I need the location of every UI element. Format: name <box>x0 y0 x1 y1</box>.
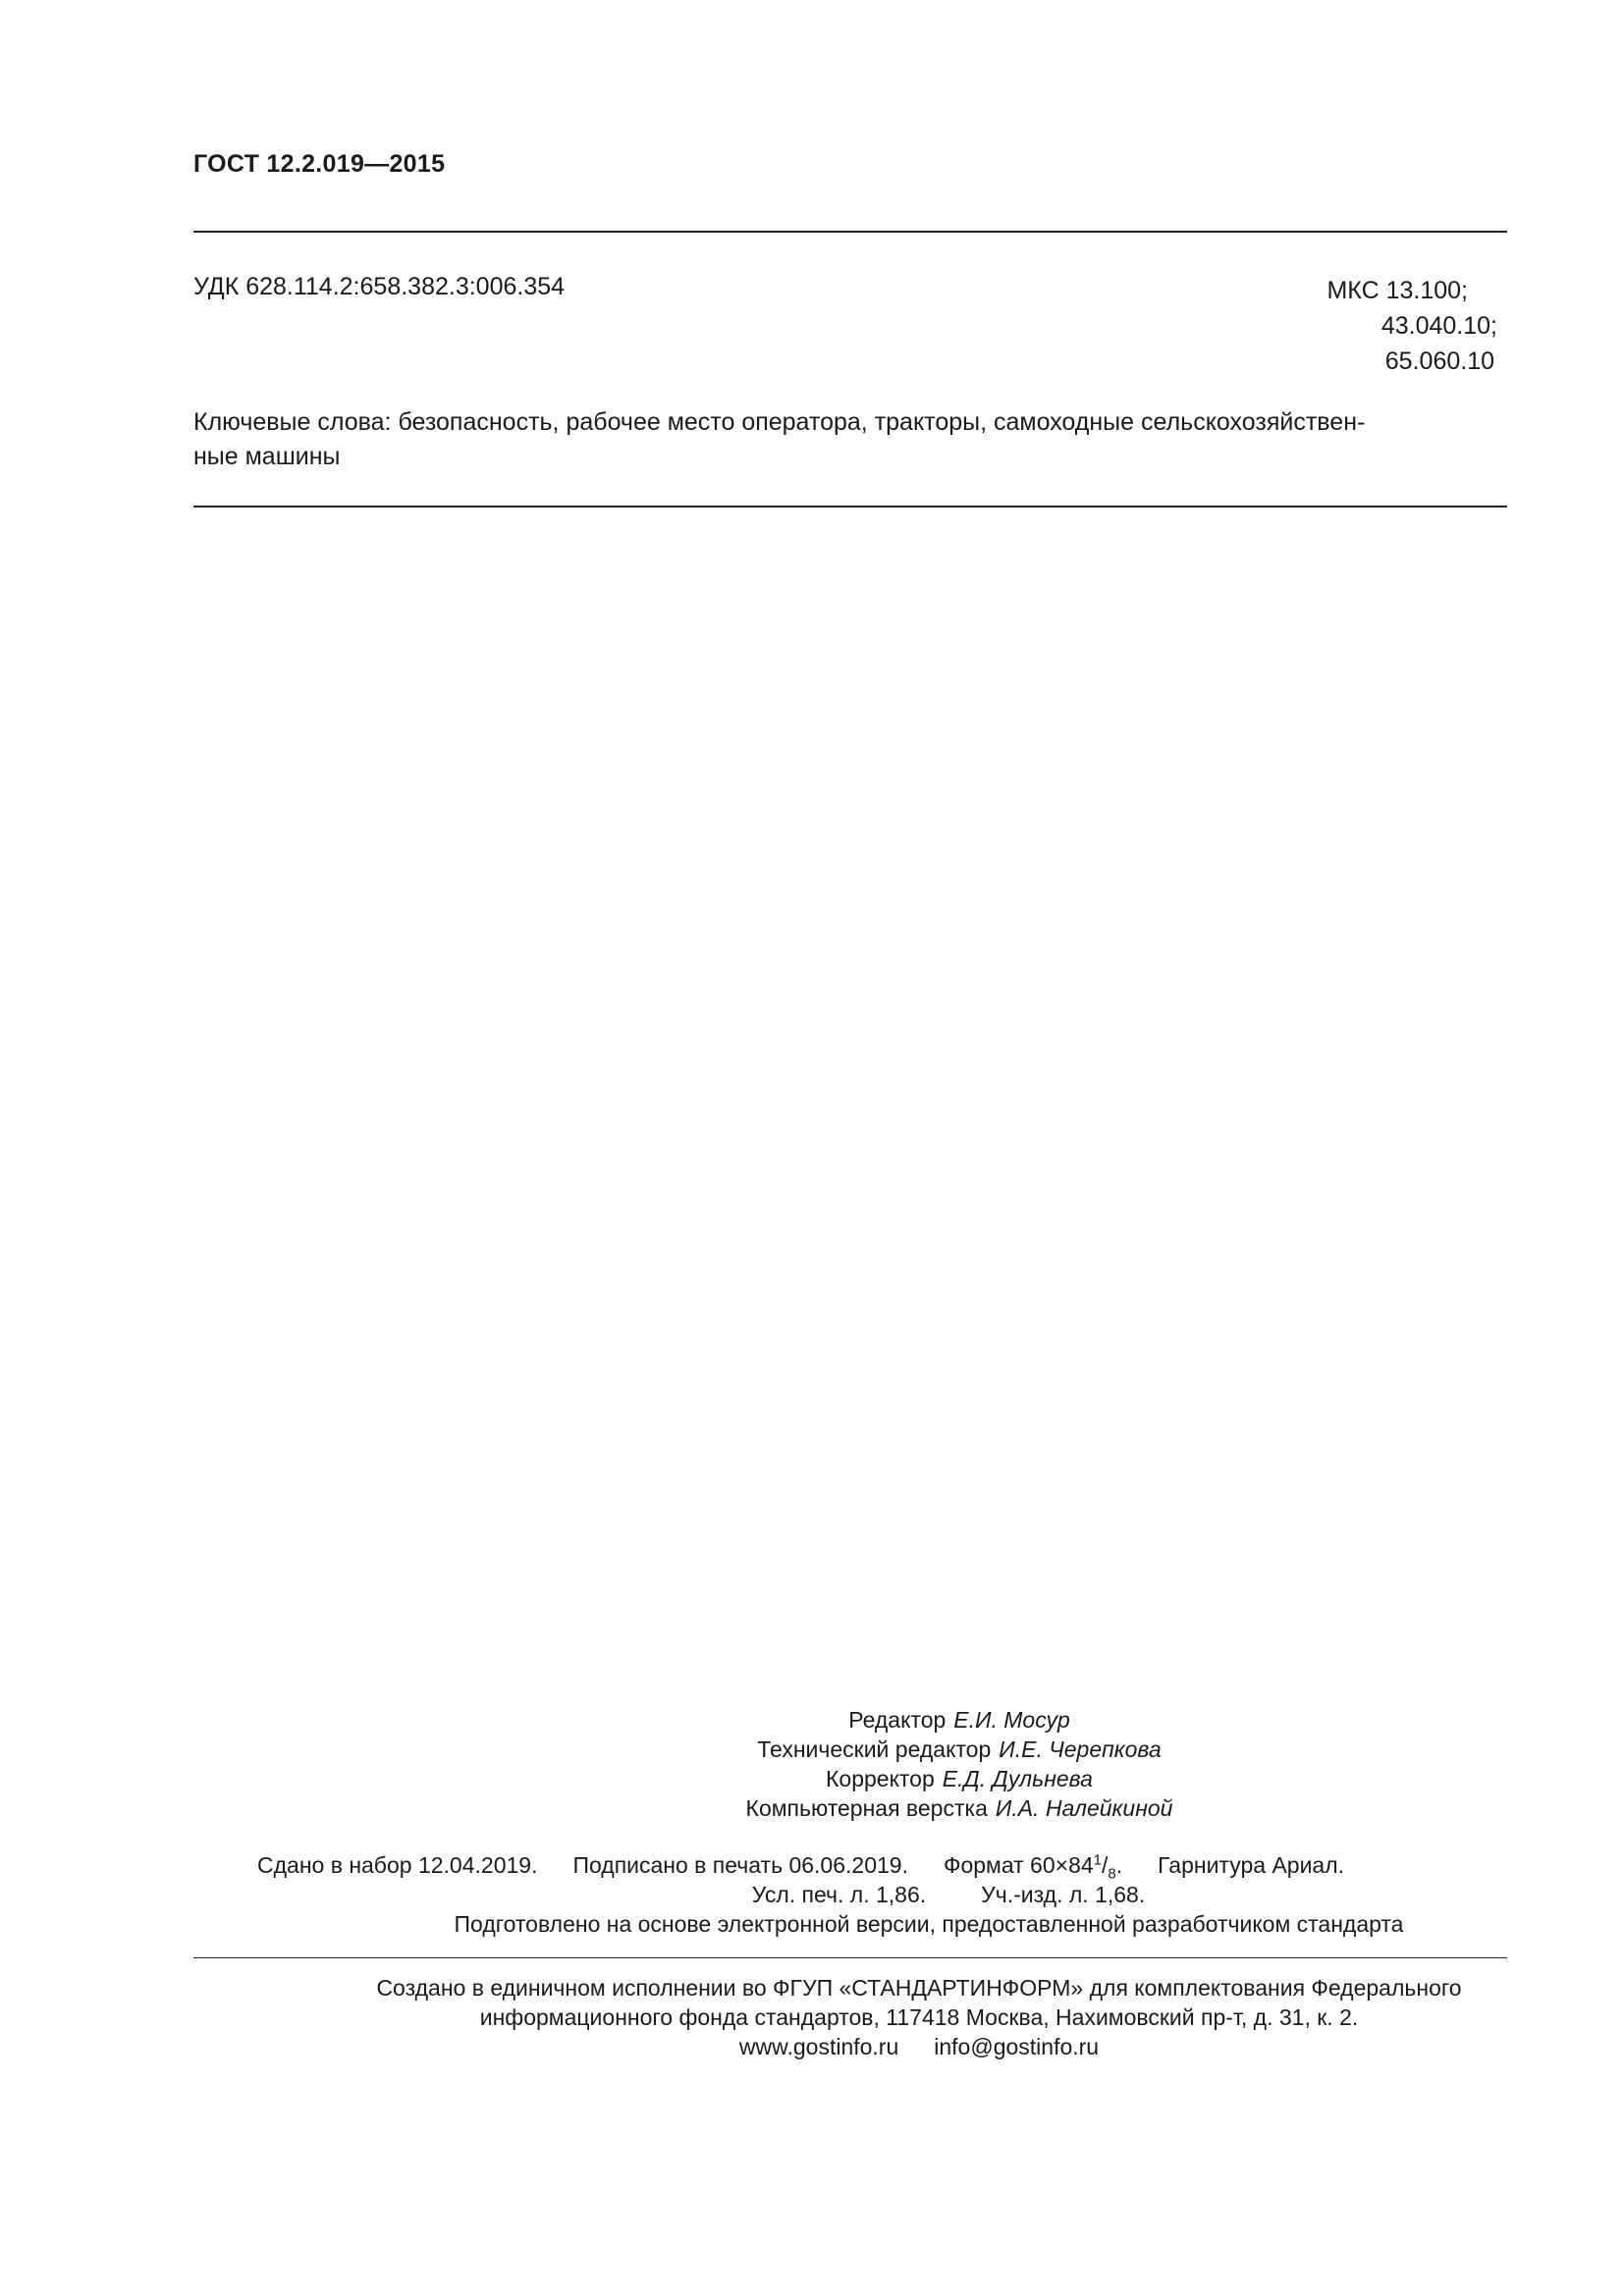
publisher-footer <box>193 1973 1507 2061</box>
credit-technical-editor <box>0 1735 1624 1764</box>
publisher-sheets: Уч.-изд. л. 1,68. <box>981 1882 1146 1907</box>
credit-role: Корректор <box>826 1766 935 1791</box>
credits-block <box>0 1705 1624 1823</box>
footer-contacts <box>193 2032 1507 2061</box>
imprint-block <box>193 1850 1507 1939</box>
credit-proofreader <box>0 1764 1624 1793</box>
udk-code: УДК 628.114.2:658.382.3:006.354 <box>193 273 566 300</box>
credit-person: И.Е. Черепкова <box>999 1736 1162 1762</box>
mks-codes <box>982 273 1497 379</box>
credit-layout <box>0 1793 1624 1823</box>
standard-code: ГОСТ 12.2.019—2015 <box>193 150 446 178</box>
credit-role: Технический редактор <box>757 1736 992 1762</box>
keywords-line: ные машины <box>193 443 341 470</box>
footer-divider <box>193 1957 1507 1958</box>
keywords-line: Ключевые слова: безопасность, рабочее место оператора, тракторы, самоходные сельскохозяйствен- <box>193 408 1366 436</box>
prepared-note: Подготовлено на основе электронной версии, предоставленной разработчиком стандарта <box>454 1911 1404 1937</box>
typeface: Гарнитура Ариал. <box>1158 1852 1345 1878</box>
typeset-date: Сдано в набор 12.04.2019. <box>257 1852 538 1878</box>
paper-format: Формат $60\times 84^1/_8$. <box>943 1851 1123 1883</box>
keywords-block <box>193 405 1509 474</box>
imprint-sheets-row <box>193 1880 1507 1909</box>
imprint-dates-row <box>193 1850 1507 1883</box>
signed-date: Подписано в печать 06.06.2019. <box>572 1852 908 1878</box>
keywords-divider <box>193 506 1507 507</box>
mks-line: МКС 13.100; <box>1326 277 1468 304</box>
credit-person: Е.Д. Дульнева <box>942 1766 1093 1791</box>
credit-role: Компьютерная верстка <box>745 1795 988 1821</box>
top-divider <box>193 231 1507 233</box>
mks-line: 43.040.10; <box>1380 312 1497 340</box>
credit-person: И.А. Налейкиной <box>995 1795 1173 1821</box>
print-sheets: Усл. печ. л. 1,86. <box>751 1882 927 1907</box>
website-link[interactable]: www.gostinfo.ru <box>738 2034 899 2059</box>
email-link[interactable]: info@gostinfo.ru <box>934 2034 1100 2059</box>
credit-role: Редактор <box>848 1707 947 1733</box>
footer-line: Создано в единичном исполнении во ФГУП «СТАНДАРТИНФОРМ» для комплектования Федерального <box>376 1975 1462 2001</box>
credit-person: Е.И. Мосур <box>953 1707 1070 1733</box>
credit-editor <box>0 1705 1624 1735</box>
mks-line: 65.060.10 <box>1384 347 1494 375</box>
footer-line: информационного фонда стандартов, 117418 Москва, Нахимовский пр-т, д. 31, к. 2. <box>479 2004 1359 2030</box>
